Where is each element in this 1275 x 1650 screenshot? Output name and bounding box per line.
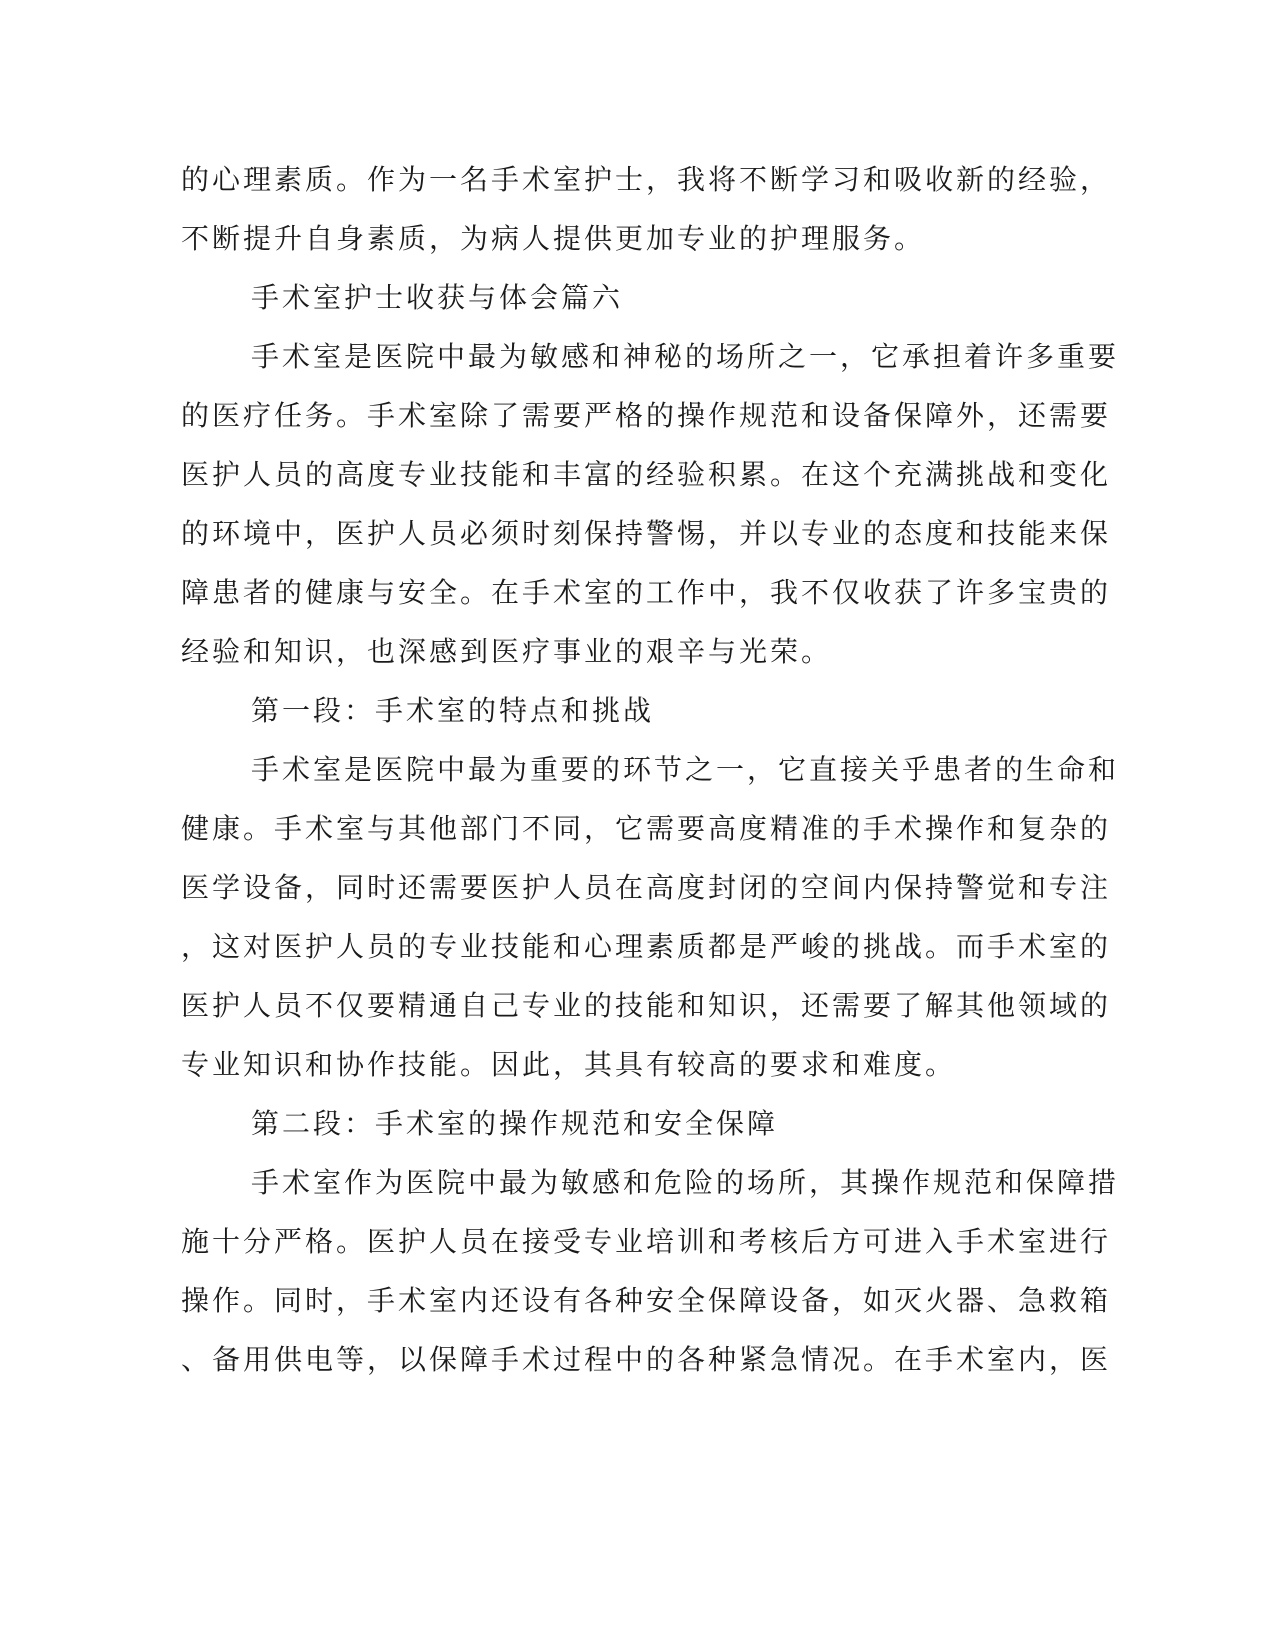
section-heading: 第一段：手术室的特点和挑战 [251,694,655,727]
text-line: 不断提升自身素质，为病人提供更加专业的护理服务。 [181,222,926,255]
text-line: 健康。手术室与其他部门不同，它需要高度精准的手术操作和复杂的 [181,812,1112,845]
text-line: 的心理素质。作为一名手术室护士，我将不断学习和吸收新的经验， [181,163,1112,196]
text-line: 操作。同时，手术室内还设有各种安全保障设备，如灭火器、急救箱 [181,1284,1112,1317]
text-line: 医学设备，同时还需要医护人员在高度封闭的空间内保持警觉和专注 [181,871,1112,904]
section-heading: 第二段：手术室的操作规范和安全保障 [251,1107,779,1140]
text-line: 专业知识和协作技能。因此，其具有较高的要求和难度。 [181,1048,957,1081]
text-line: 手术室是医院中最为重要的环节之一，它直接关乎患者的生命和 [251,753,1120,786]
text-line: 的环境中，医护人员必须时刻保持警惕，并以专业的态度和技能来保 [181,517,1112,550]
text-line: 的医疗任务。手术室除了需要严格的操作规范和设备保障外，还需要 [181,399,1112,432]
text-line: 障患者的健康与安全。在手术室的工作中，我不仅收获了许多宝贵的 [181,576,1112,609]
text-line: ，这对医护人员的专业技能和心理素质都是严峻的挑战。而手术室的 [181,930,1112,963]
text-line: 手术室是医院中最为敏感和神秘的场所之一，它承担着许多重要 [251,340,1120,373]
text-line: 、备用供电等，以保障手术过程中的各种紧急情况。在手术室内，医 [181,1343,1112,1376]
text-line: 医护人员不仅要精通自己专业的技能和知识，还需要了解其他领域的 [181,989,1112,1022]
text-line: 医护人员的高度专业技能和丰富的经验积累。在这个充满挑战和变化 [181,458,1112,491]
text-line: 施十分严格。医护人员在接受专业培训和考核后方可进入手术室进行 [181,1225,1112,1258]
text-line: 手术室作为医院中最为敏感和危险的场所，其操作规范和保障措 [251,1166,1120,1199]
text-line: 经验和知识，也深感到医疗事业的艰辛与光荣。 [181,635,833,668]
section-heading: 手术室护士收获与体会篇六 [251,281,624,314]
